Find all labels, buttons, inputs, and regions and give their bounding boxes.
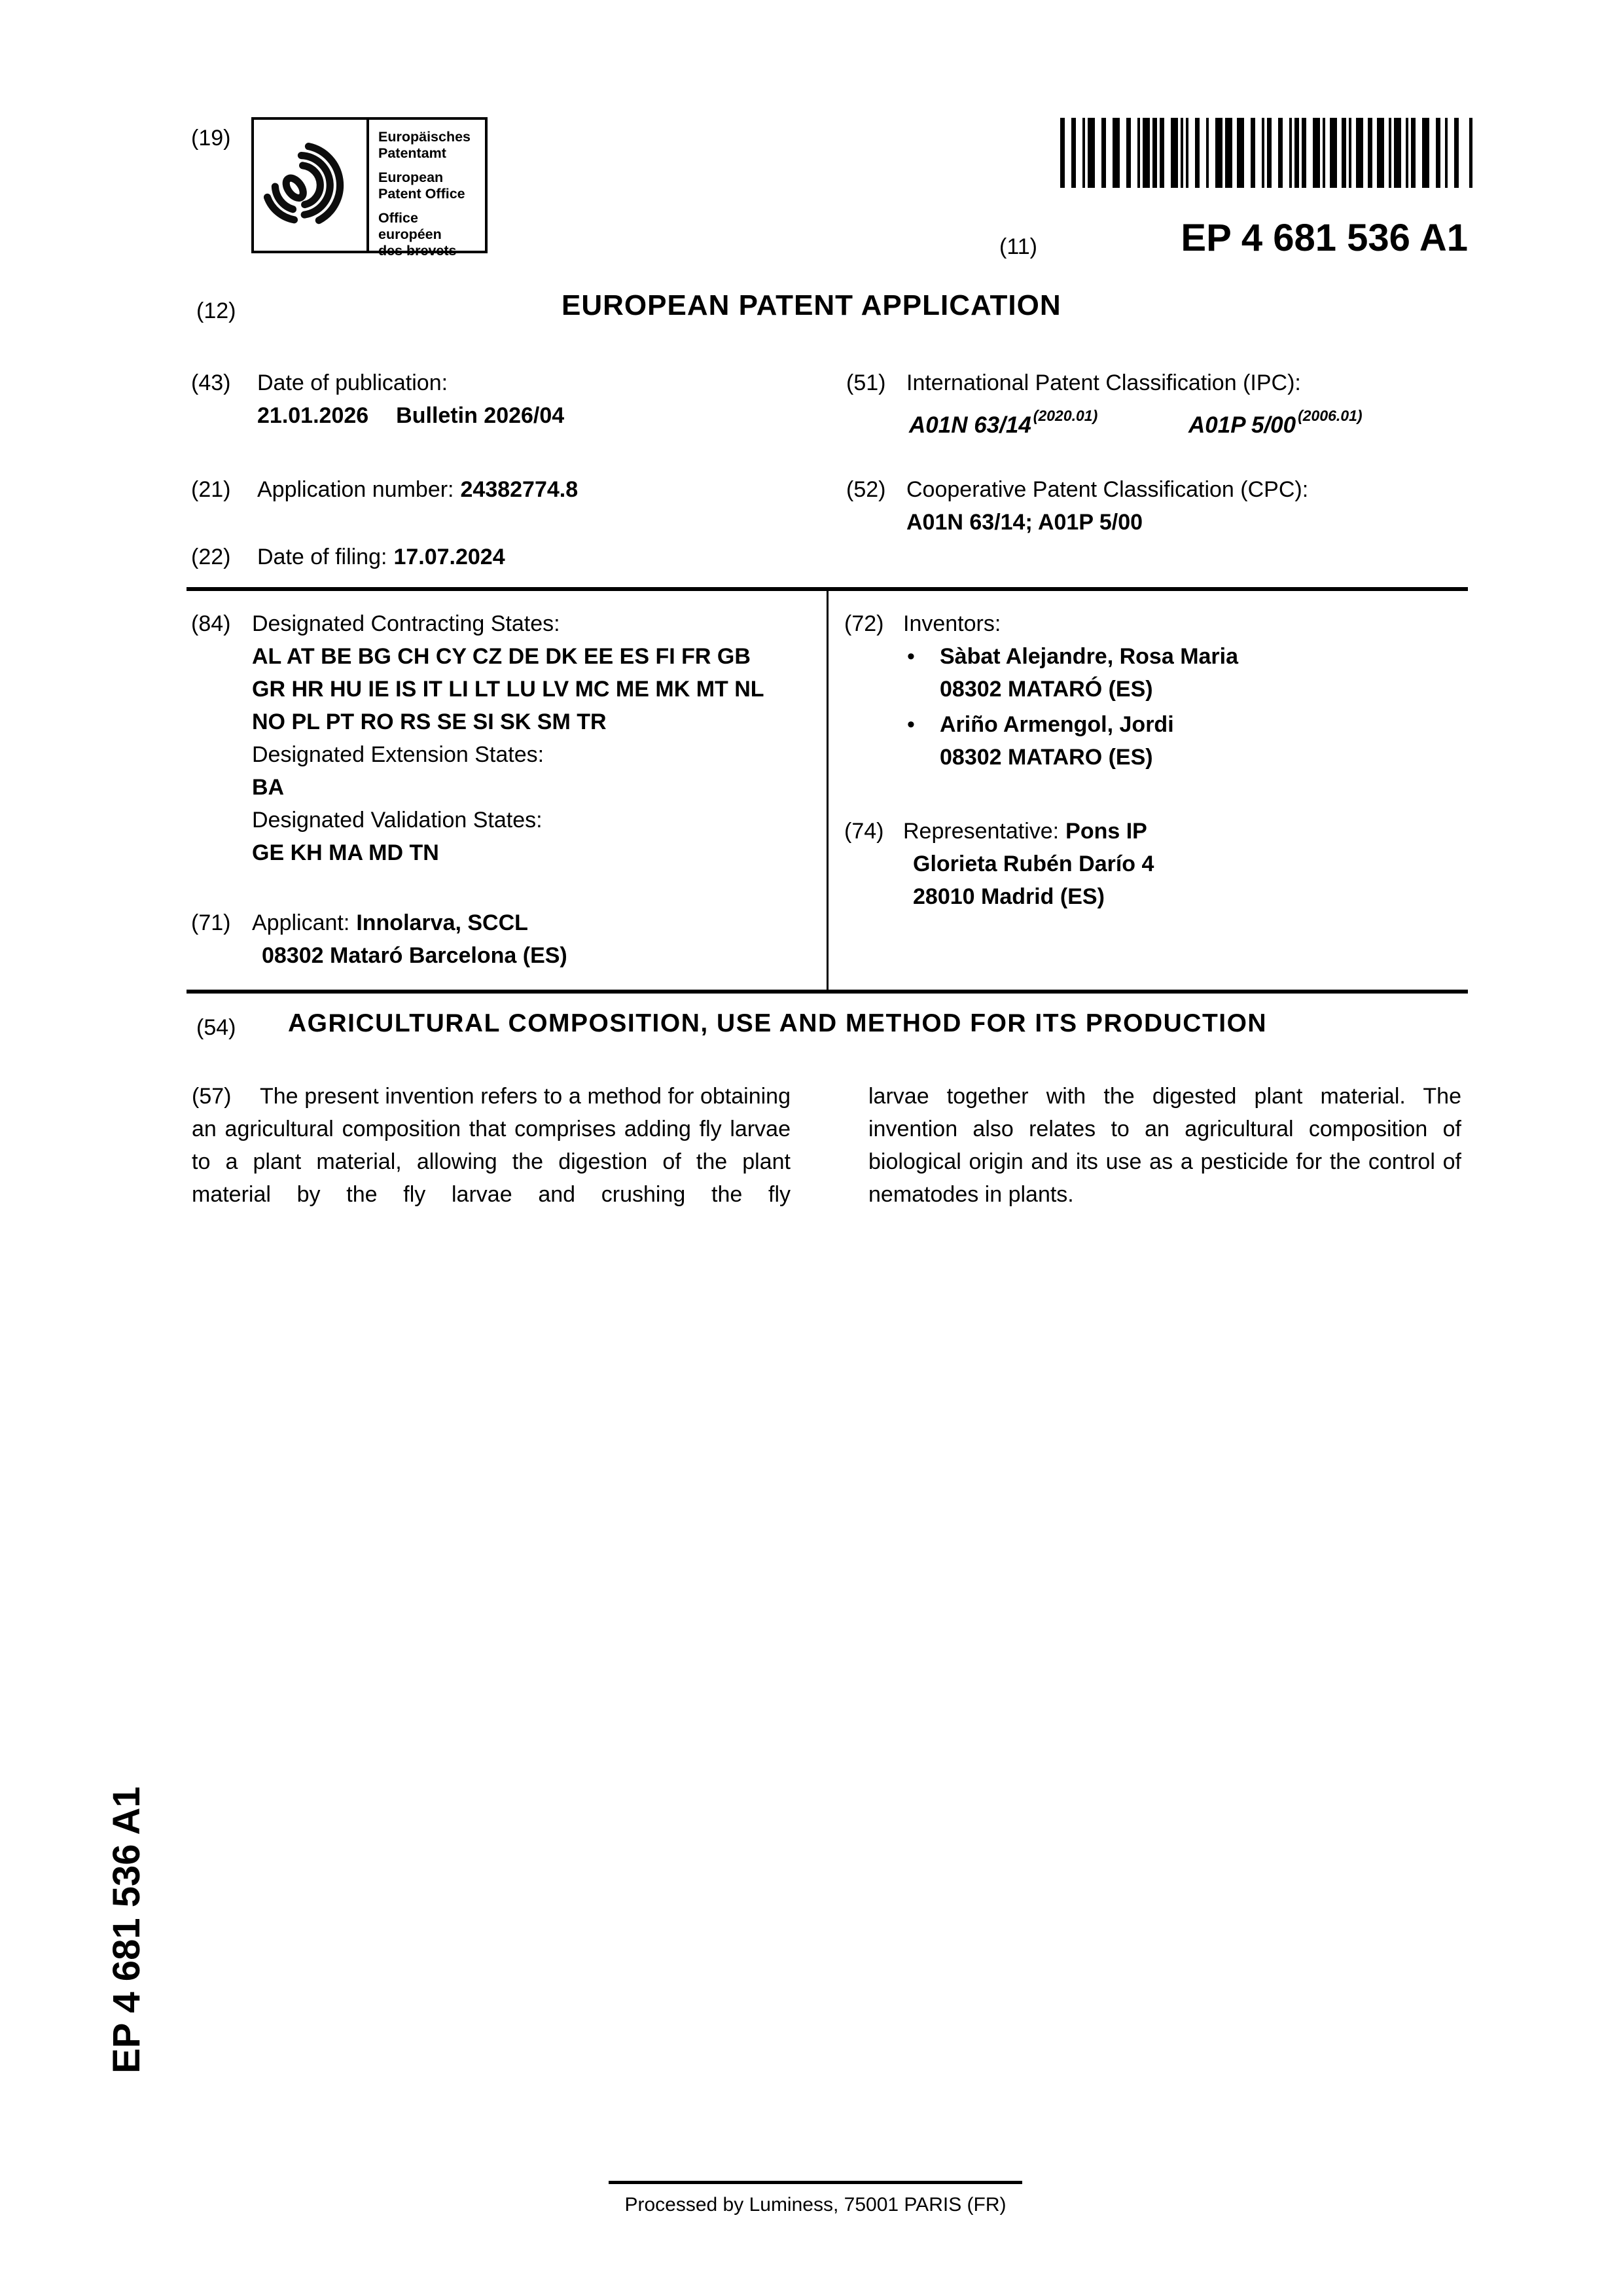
epo-logo-text bbox=[369, 120, 485, 259]
field-inventors bbox=[903, 607, 1238, 774]
inventor-row bbox=[903, 640, 1238, 673]
filing-date-label: Date of filing: bbox=[257, 545, 387, 569]
cpc-codes: A01N 63/14; A01P 5/00 bbox=[906, 510, 1143, 535]
applicant-row bbox=[252, 906, 567, 939]
field-applicant bbox=[252, 906, 567, 972]
validation-states: GE KH MA MD TN bbox=[252, 840, 439, 865]
representative-row bbox=[903, 815, 1154, 848]
ref-71-label: (71) bbox=[191, 910, 231, 935]
abstract-text-1: The present invention refers to a method for obtaining an agricultural composition that comprises adding fly larvae to a plant material, allowing the digestion of the plant material by the fly larvae and crushing the fly bbox=[192, 1084, 791, 1207]
epo-logo-icon bbox=[254, 120, 369, 251]
applicant-name: Innolarva, SCCL bbox=[356, 910, 528, 935]
inventor-address: 08302 MATARO (ES) bbox=[940, 745, 1153, 770]
publication-date-label: Date of publication: bbox=[257, 370, 448, 395]
footer-processing-note: Processed by Luminess, 75001 PARIS (FR) bbox=[624, 2194, 1007, 2215]
horizontal-rule-bottom bbox=[187, 990, 1468, 994]
bulletin-number: Bulletin 2026/04 bbox=[396, 403, 565, 428]
ipc-code-1-class: A01N 63/14 bbox=[909, 412, 1031, 438]
applicant-label: Applicant: bbox=[252, 910, 350, 935]
field-filing-date bbox=[257, 541, 505, 573]
ref-51-label: (51) bbox=[846, 370, 886, 395]
representative-label: Representative: bbox=[903, 819, 1060, 844]
representative-address-1: Glorieta Rubén Darío 4 bbox=[913, 852, 1154, 876]
document-type-title: EUROPEAN PATENT APPLICATION bbox=[562, 289, 1061, 321]
inventor-name: Sàbat Alejandre, Rosa Maria bbox=[940, 644, 1239, 669]
extension-states: BA bbox=[252, 775, 285, 800]
contracting-states-row-1: AL AT BE BG CH CY CZ DE DK EE ES FI FR GB bbox=[252, 644, 751, 669]
epo-name-french: Office européen des brevets bbox=[378, 210, 457, 259]
applicant-address: 08302 Mataró Barcelona (ES) bbox=[262, 943, 567, 968]
epo-name-english: European Patent Office bbox=[378, 170, 465, 202]
inventor-name: Ariño Armengol, Jordi bbox=[940, 712, 1174, 737]
field-ipc bbox=[906, 367, 1301, 399]
field-application-number bbox=[257, 473, 578, 506]
ref-11-label: (11) bbox=[999, 234, 1037, 259]
field-publication-date bbox=[257, 367, 564, 432]
ipc-code-2-version: (2006.01) bbox=[1298, 407, 1363, 424]
inventor-address: 08302 MATARÓ (ES) bbox=[940, 677, 1153, 702]
representative-address-2: 28010 Madrid (ES) bbox=[913, 884, 1105, 909]
contracting-states-row-3: NO PL PT RO RS SE SI SK SM TR bbox=[252, 709, 607, 734]
representative-name: Pons IP bbox=[1065, 819, 1147, 844]
extension-states-label: Designated Extension States: bbox=[252, 742, 544, 767]
ipc-code-1-version: (2020.01) bbox=[1033, 407, 1098, 424]
abstract-column-1 bbox=[192, 1080, 791, 1211]
field-designated-states bbox=[252, 607, 764, 869]
cpc-label: Cooperative Patent Classification (CPC): bbox=[906, 477, 1309, 502]
ref-72-label: (72) bbox=[844, 611, 884, 636]
ref-74-label: (74) bbox=[844, 819, 884, 844]
ref-52-label: (52) bbox=[846, 477, 886, 502]
ref-43-label: (43) bbox=[191, 370, 231, 395]
application-number-label: Application number: bbox=[257, 477, 454, 502]
abstract-column-2: larvae together with the digested plant material. The invention also relates to an agricultural composition of biological origin and its use as a pesticide for the control of nematodes in plants. bbox=[868, 1084, 1461, 1207]
ref-54-label: (54) bbox=[196, 1015, 236, 1040]
epo-logo-box bbox=[251, 117, 488, 259]
ref-57-label: (57) bbox=[192, 1084, 232, 1109]
ref-12-label: (12) bbox=[196, 298, 236, 323]
barcode bbox=[1060, 118, 1472, 191]
contracting-states-label: Designated Contracting States: bbox=[252, 611, 560, 636]
ipc-code-2 bbox=[1188, 399, 1363, 442]
validation-states-label: Designated Validation States: bbox=[252, 808, 543, 833]
footer-rule bbox=[609, 2181, 1022, 2184]
contracting-states-row-2: GR HR HU IE IS IT LI LT LU LV MC ME MK MT NL bbox=[252, 677, 764, 702]
inventors-label: Inventors: bbox=[903, 611, 1001, 636]
ref-22-label: (22) bbox=[191, 545, 231, 569]
publication-number: EP 4 681 536 A1 bbox=[1181, 217, 1468, 259]
invention-title: AGRICULTURAL COMPOSITION, USE AND METHOD FOR ITS PRODUCTION bbox=[288, 1009, 1268, 1037]
ref-21-label: (21) bbox=[191, 477, 231, 502]
bullet-icon: • bbox=[907, 644, 915, 669]
publication-date-value bbox=[257, 399, 564, 432]
field-cpc bbox=[906, 473, 1308, 539]
application-number: 24382774.8 bbox=[460, 477, 579, 502]
ref-84-label: (84) bbox=[191, 611, 231, 636]
publication-date: 21.01.2026 bbox=[257, 403, 369, 428]
inventor-row bbox=[903, 708, 1238, 741]
epo-name-german: Europäisches Patentamt bbox=[378, 129, 471, 161]
ipc-code-2-class: A01P 5/00 bbox=[1188, 412, 1296, 438]
field-representative bbox=[903, 815, 1154, 913]
ipc-code-1 bbox=[909, 399, 1097, 442]
column-divider bbox=[827, 587, 829, 992]
sidebar-publication-number: EP 4 681 536 A1 bbox=[105, 1786, 148, 2073]
bullet-icon: • bbox=[907, 712, 915, 737]
ipc-label: International Patent Classification (IPC): bbox=[906, 370, 1301, 395]
ref-19-label: (19) bbox=[191, 126, 231, 151]
filing-date: 17.07.2024 bbox=[393, 545, 505, 569]
